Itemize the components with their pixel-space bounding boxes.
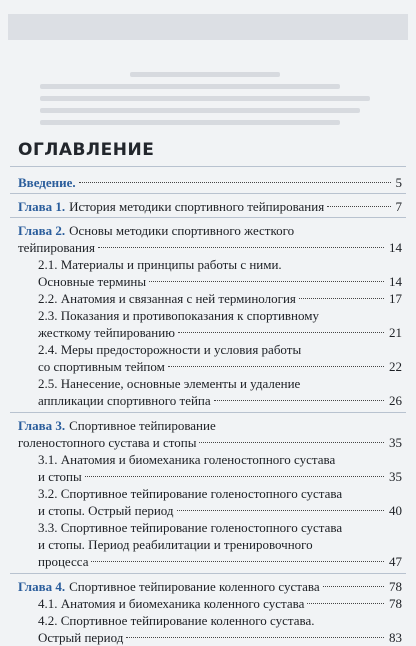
section-title: 2.3. Показания и противопоказания к спортивному xyxy=(38,308,319,323)
toc-section-2-1-cont[interactable] xyxy=(38,273,402,290)
toc-intro[interactable] xyxy=(18,174,402,191)
leader-dots xyxy=(307,603,384,604)
chapter-label: Глава 4. xyxy=(18,579,66,594)
toc-page-number: 14 xyxy=(389,240,402,255)
section-title: 4.1. Анатомия и биомеханика коленного сустава xyxy=(38,596,305,611)
leader-dots xyxy=(178,332,384,333)
toc-page-number: 78 xyxy=(389,579,402,594)
section-title: аппликации спортивного тейпа xyxy=(38,393,211,408)
chapter-label: Глава 2. xyxy=(18,223,66,238)
toc-page-number: 47 xyxy=(389,554,402,569)
toc-intro-label: Введение. xyxy=(18,175,76,190)
section-title: жесткому тейпированию xyxy=(38,325,175,340)
toc-page-number: 5 xyxy=(395,175,402,190)
section-title: 3.1. Анатомия и биомеханика голеностопного сустава xyxy=(38,452,336,467)
toc-page-number: 26 xyxy=(389,393,402,408)
section-title: и стопы. Острый период xyxy=(38,503,174,518)
toc-chapter-3[interactable] xyxy=(18,417,402,434)
chapter-title: голеностопного сустава и стопы xyxy=(18,435,197,450)
section-title: 4.2. Спортивное тейпирование коленного сустава. xyxy=(38,613,315,628)
toc-section-2-3-cont[interactable] xyxy=(38,324,402,341)
toc-page-number: 83 xyxy=(389,630,402,645)
toc-section-4-2[interactable] xyxy=(38,612,402,629)
section-title: Основные термины xyxy=(38,274,147,289)
section-title: 2.5. Нанесение, основные элементы и удаление xyxy=(38,376,301,391)
section-title: 2.2. Анатомия и связанная с ней терминология xyxy=(38,291,296,306)
toc-page-number: 40 xyxy=(389,503,402,518)
divider xyxy=(10,412,406,413)
section-title: со спортивным тейпом xyxy=(38,359,165,374)
chapter-title: Спортивное тейпирование xyxy=(69,418,216,433)
leader-dots xyxy=(323,586,384,587)
section-title: и стопы. Период реабилитации и тренировочного xyxy=(38,537,313,552)
section-title: 3.3. Спортивное тейпирование голеностопного сустава xyxy=(38,520,343,535)
leader-dots xyxy=(126,637,384,638)
section-title: 2.4. Меры предосторожности и условия работы xyxy=(38,342,302,357)
toc-section-3-1-cont[interactable] xyxy=(38,468,402,485)
toc-chapter-3-cont[interactable] xyxy=(18,434,402,451)
divider xyxy=(10,193,406,194)
toc-section-2-2[interactable] xyxy=(38,290,402,307)
section-title: 2.1. Материалы и принципы работы с ними. xyxy=(38,257,282,272)
toc-page-number: 22 xyxy=(389,359,402,374)
chapter-title: Спортивное тейпирование коленного сустава xyxy=(69,579,320,594)
leader-dots xyxy=(85,476,384,477)
leader-dots xyxy=(327,206,390,207)
toc-section-3-1[interactable] xyxy=(38,451,402,468)
toc-section-3-3-cont[interactable] xyxy=(38,536,402,553)
toc-page-number: 35 xyxy=(389,469,402,484)
section-title: Острый период xyxy=(38,630,124,645)
leader-dots xyxy=(199,442,384,443)
chapter-title: История методики спортивного тейпирования xyxy=(69,199,325,214)
leader-dots xyxy=(91,561,384,562)
leader-dots xyxy=(177,510,384,511)
toc-section-2-5-cont[interactable] xyxy=(38,392,402,409)
leader-dots xyxy=(299,298,384,299)
section-title: 3.2. Спортивное тейпирование голеностопного сустава xyxy=(38,486,343,501)
toc-page-number: 17 xyxy=(389,291,402,306)
toc-chapter-2-cont[interactable] xyxy=(18,239,402,256)
toc-section-3-2-cont[interactable] xyxy=(38,502,402,519)
toc-page-number: 7 xyxy=(395,199,402,214)
toc-section-3-3-cont2[interactable] xyxy=(38,553,402,570)
toc-section-2-1[interactable] xyxy=(38,256,402,273)
toc-page-number: 14 xyxy=(389,274,402,289)
toc-chapter-4[interactable] xyxy=(18,578,402,595)
leader-dots xyxy=(214,400,384,401)
page-title: ОГЛАВЛЕНИЕ xyxy=(18,140,155,160)
chapter-label: Глава 1. xyxy=(18,199,66,214)
toc-section-4-2-cont[interactable] xyxy=(38,629,402,646)
toc-section-4-1[interactable] xyxy=(38,595,402,612)
toc-section-2-3[interactable] xyxy=(38,307,402,324)
chapter-label: Глава 3. xyxy=(18,418,66,433)
section-title: и стопы xyxy=(38,469,82,484)
toc-chapter-1[interactable] xyxy=(18,198,402,215)
toc-section-3-2[interactable] xyxy=(38,485,402,502)
toc-section-2-5[interactable] xyxy=(38,375,402,392)
leader-dots xyxy=(149,281,384,282)
leader-dots xyxy=(79,182,391,183)
toc-chapter-2[interactable] xyxy=(18,222,402,239)
toc-section-3-3[interactable] xyxy=(38,519,402,536)
toc-page-number: 78 xyxy=(389,596,402,611)
toc-section-2-4[interactable] xyxy=(38,341,402,358)
chapter-title: Основы методики спортивного жесткого xyxy=(69,223,295,238)
divider xyxy=(10,573,406,574)
toc-page-number: 21 xyxy=(389,325,402,340)
toc-section-2-4-cont[interactable] xyxy=(38,358,402,375)
leader-dots xyxy=(98,247,384,248)
section-title: процесса xyxy=(38,554,89,569)
toc-page-number: 35 xyxy=(389,435,402,450)
chapter-title: тейпирования xyxy=(18,240,95,255)
divider xyxy=(10,217,406,218)
leader-dots xyxy=(168,366,384,367)
